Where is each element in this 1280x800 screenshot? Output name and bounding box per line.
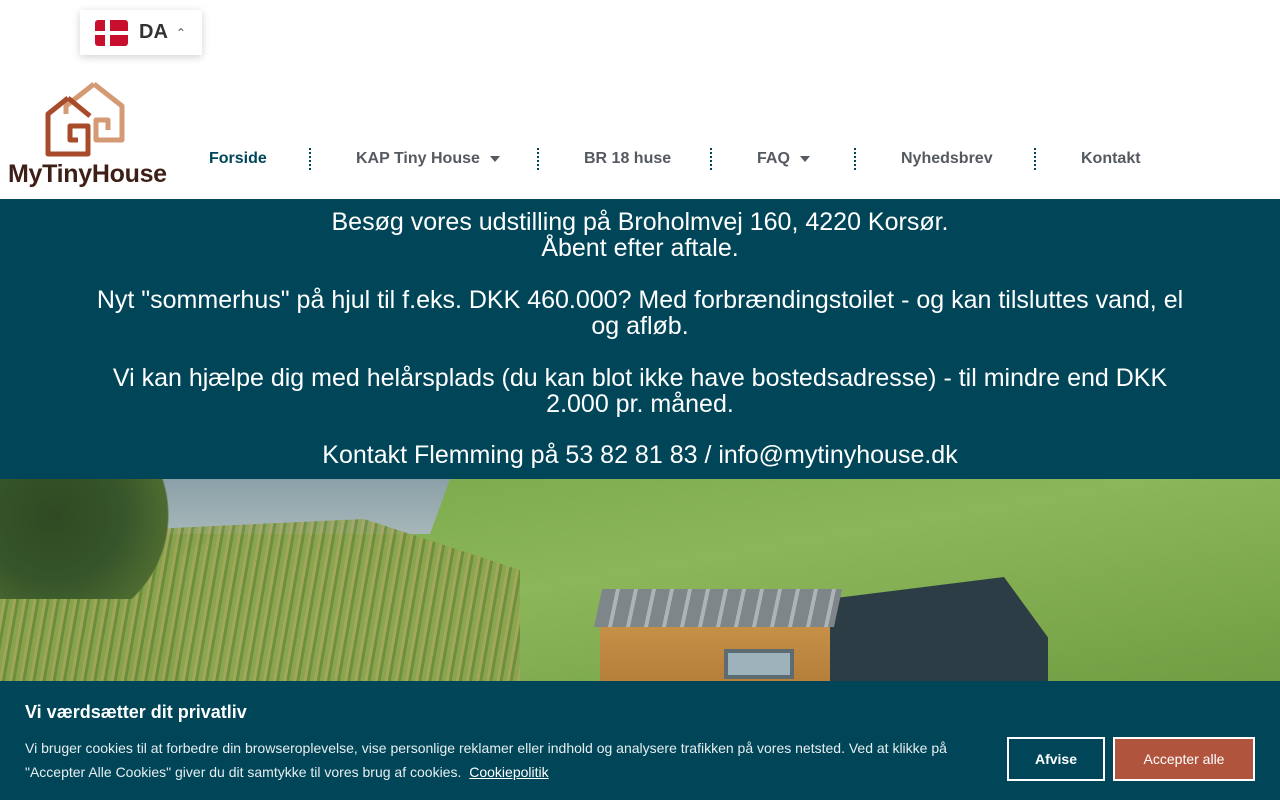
nav-separator (309, 148, 311, 170)
denmark-flag-icon (95, 20, 128, 46)
nav-item-faq[interactable] (757, 140, 810, 178)
nav-label: Forside (209, 150, 267, 167)
nav-item-nyhedsbrev[interactable] (901, 140, 993, 178)
nav-separator (854, 148, 856, 170)
nav-item-kontakt[interactable] (1081, 140, 1141, 178)
main-navigation (0, 140, 1280, 178)
nav-label: KAP Tiny House (356, 150, 480, 167)
nav-item-br18-huse[interactable] (584, 140, 671, 178)
cookie-text: Vi bruger cookies til at forbedre din browseroplevelse, vise personlige reklamer eller indhold og analysere trafikken på vores netsted. Ved at klikke på "Accepter Alle Cookies" giver du dit samtykke til vores brug af cookies. (25, 740, 947, 780)
house-roof-metal (594, 589, 842, 627)
nav-label: Kontakt (1081, 150, 1141, 167)
tiny-house-picture (598, 589, 1058, 681)
hero-image (0, 479, 1280, 681)
caret-down-icon (490, 156, 500, 162)
house-wood-wall (600, 619, 830, 681)
nav-item-forside[interactable] (209, 140, 267, 178)
nav-separator (1034, 148, 1036, 170)
banner-hours: Åbent efter aftale. (541, 234, 739, 262)
decline-button[interactable]: Afvise (1007, 737, 1105, 781)
nav-separator (537, 148, 539, 170)
nav-separator (710, 148, 712, 170)
banner-address: Besøg vores udstilling på Broholmvej 160, 4220 Korsør. (331, 208, 949, 236)
logo-text: MyTinyHouse (8, 160, 167, 188)
house-window (724, 649, 794, 679)
hero-trees (0, 479, 180, 599)
banner-yearround: Vi kan hjælpe dig med helårsplads (du kan blot ikke have bostedsadresse) - til mindre end DKK 2.000 pr. måned. (112, 364, 1168, 418)
nav-label: FAQ (757, 150, 790, 167)
nav-item-kap-tiny-house[interactable] (356, 140, 500, 178)
cookie-title: Vi værdsætter dit privatliv (25, 702, 247, 722)
info-banner (0, 199, 1280, 479)
nav-label: Nyhedsbrev (901, 150, 993, 167)
accept-all-button[interactable]: Accepter alle (1113, 737, 1255, 781)
house-roof-dark (828, 577, 1048, 681)
nav-label: BR 18 huse (584, 150, 672, 167)
caret-down-icon (800, 156, 810, 162)
banner-contact: Kontakt Flemming på 53 82 81 83 / info@mytinyhouse.dk (322, 441, 958, 469)
banner-address-block (0, 209, 1280, 261)
banner-offer: Nyt "sommerhus" på hjul til f.eks. DKK 460.000? Med forbrændingstoilet - og kan tilsluttes vand, el og afløb. (96, 286, 1184, 340)
chevron-up-icon: ⌃ (175, 25, 186, 40)
cookie-consent-banner (0, 681, 1280, 800)
language-switcher[interactable] (80, 10, 202, 55)
language-code: DA (139, 21, 168, 43)
cookie-policy-link[interactable]: Cookiepolitik (469, 764, 549, 780)
cookie-text-block (25, 736, 1000, 784)
